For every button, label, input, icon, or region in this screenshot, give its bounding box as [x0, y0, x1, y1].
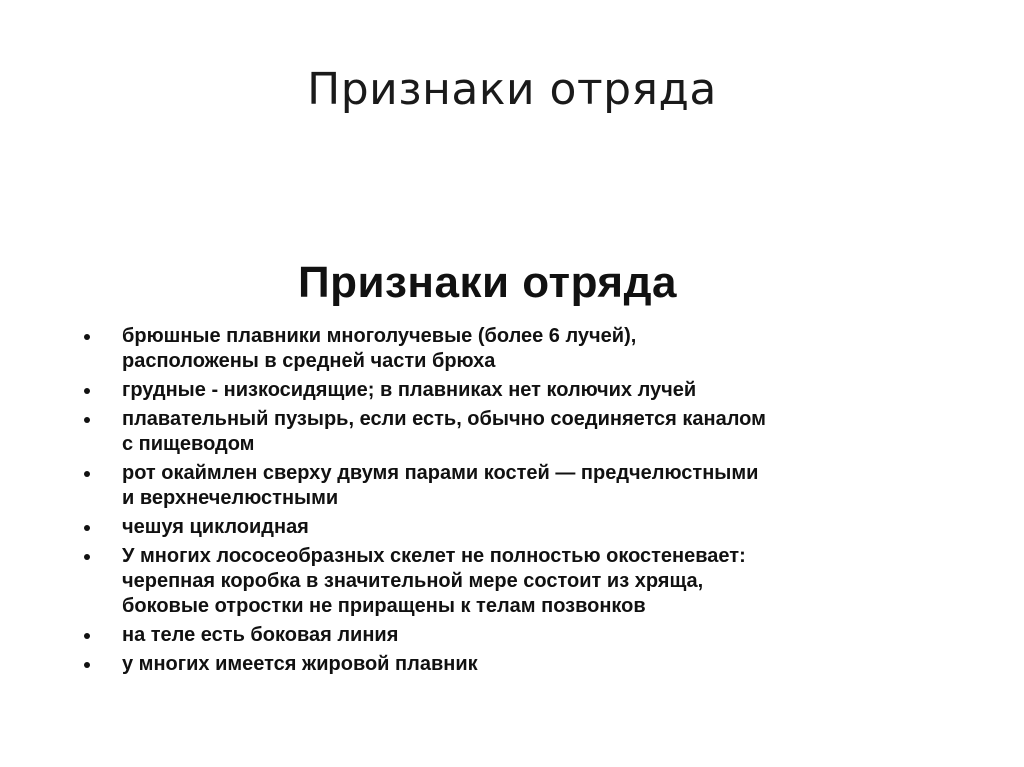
bullet-dot-icon [84, 633, 90, 639]
bullet-text-line: чешуя циклоидная [122, 516, 309, 538]
list-item [78, 461, 958, 511]
bullet-text-line: на теле есть боковая линия [122, 624, 399, 646]
bullet-dot-icon [84, 388, 90, 394]
embedded-image [78, 258, 958, 678]
bullet-text-line: черепная коробка в значительной мере состоит из хряща, [122, 570, 704, 592]
slide-title: Признаки отряда [307, 64, 717, 115]
list-item [78, 544, 958, 619]
bullet-text-line: брюшные плавники многолучевые (более 6 лучей), [122, 325, 637, 347]
bullet-text-line: У многих лососеобразных скелет не полностью окостеневает: [122, 545, 746, 567]
bullet-text-line: и верхнечелюстными [122, 487, 339, 509]
bullet-text-line: с пищеводом [122, 433, 255, 455]
bullet-dot-icon [84, 554, 90, 560]
list-item [78, 515, 958, 540]
list-item [78, 324, 958, 374]
bullet-list [78, 324, 958, 681]
bullet-dot-icon [84, 471, 90, 477]
bullet-text-line: у многих имеется жировой плавник [122, 653, 478, 675]
bullet-dot-icon [84, 662, 90, 668]
bullet-dot-icon [84, 417, 90, 423]
list-item [78, 407, 958, 457]
bullet-text-line: рот окаймлен сверху двумя парами костей — предчелюстными [122, 462, 759, 484]
list-item [78, 652, 958, 677]
bullet-text-line: плавательный пузырь, если есть, обычно соединяется каналом [122, 408, 766, 430]
bullet-dot-icon [84, 525, 90, 531]
list-item [78, 623, 958, 648]
bullet-text-line: грудные - низкосидящие; в плавниках нет колючих лучей [122, 379, 697, 401]
bullet-dot-icon [84, 334, 90, 340]
bullet-text-line: расположены в средней части брюха [122, 350, 496, 372]
embedded-title: Признаки отряда [298, 258, 677, 307]
bullet-text-line: боковые отростки не приращены к телам позвонков [122, 595, 646, 617]
list-item [78, 378, 958, 403]
